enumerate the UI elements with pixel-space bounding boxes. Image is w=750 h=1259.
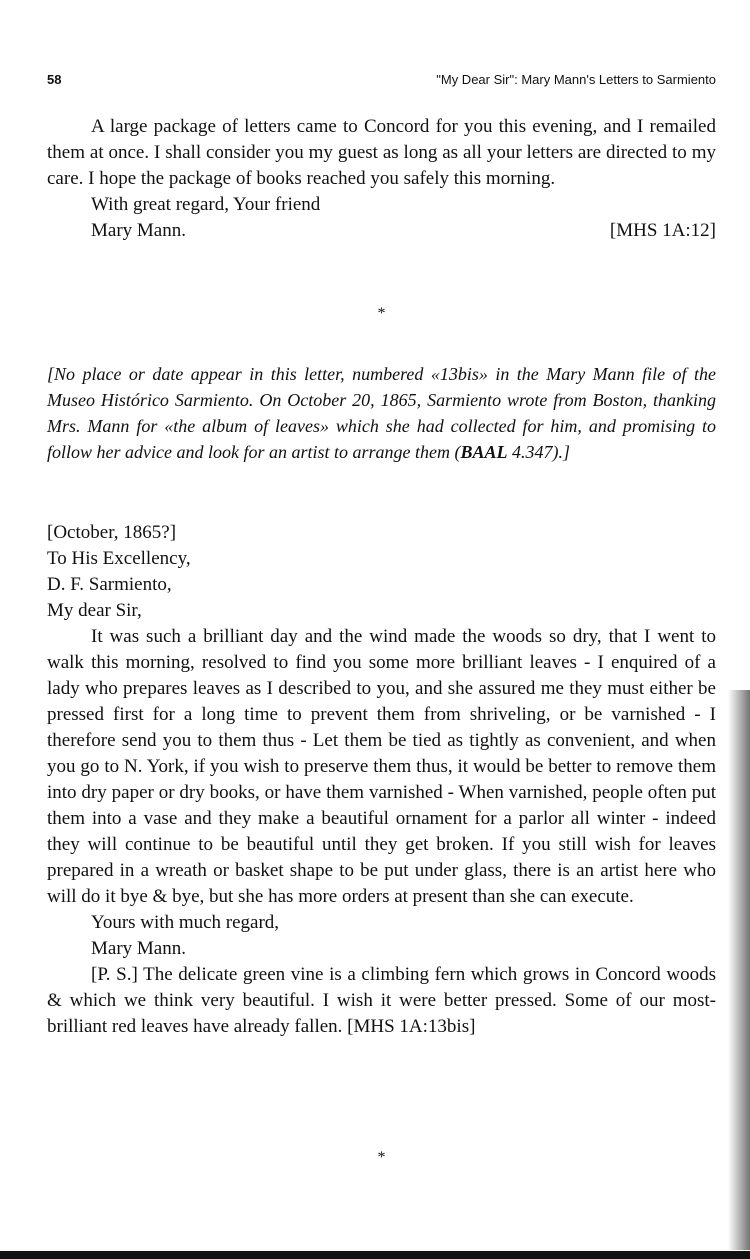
editor-note-source: BAAL — [460, 442, 508, 462]
separator-star-2: * — [377, 1149, 386, 1166]
letter-2-signature: Mary Mann. — [91, 938, 186, 959]
letter-1-body: A large package of letters came to Concord for you this evening, and I remailed them at once. I shall consider you my guest as long as all your letters are directed to my care. I hope the package of books reached you safely this morning. — [47, 116, 716, 189]
page-number: 58 — [47, 72, 62, 87]
letter-2-address-line: To His Excellency, — [47, 548, 191, 569]
letter-2 — [47, 520, 716, 1040]
letter-1-signature-row — [47, 218, 716, 244]
scan-bottom-border — [0, 1251, 750, 1259]
letter-1-signature: Mary Mann. — [91, 220, 186, 241]
letter-1-citation: [MHS 1A:12] — [609, 220, 716, 241]
letter-2-postscript: [P. S.] The delicate green vine is a climbing fern which grows in Concord woods & which we think very beautiful. I wish it were better pressed. Some of our most-brilliant red leaves have already fallen. [MHS 1A:13bis] — [47, 964, 716, 1037]
letter-2-body: It was such a brilliant day and the wind made the woods so dry, that I went to walk this morning, resolved to find you some more brilliant leaves - I enquired of a lady who prepares leaves as I described to you, and she assured me they must either be pressed first for a long time to prevent them from shriveling, or be varnished - I therefore send you to them thus - Let them be tied as tightly as convenient, and when you go to N. York, if you wish to preserve them thus, it would be better to remove them into dry paper or dry books, or have them varnished - When varnished, people often put them into a vase and they make a beautiful ornament for a parlor all winter - indeed they will continue to be beautiful until they get broken. If you still wish for leaves prepared in a wreath or basket shape to be put under glass, there is an artist here who will do it bye & bye, but she has more orders at present than she can execute. — [47, 626, 716, 907]
separator-star-1: * — [377, 305, 386, 322]
running-title: "My Dear Sir": Mary Mann's Letters to Sarmiento — [436, 72, 716, 87]
letter-1 — [47, 114, 716, 244]
letter-2-salutation: My dear Sir, — [47, 600, 142, 621]
editor-note-text: [No place or date appear in this letter, numbered «13bis» in the Mary Mann file of the Museo Histórico Sarmiento. On October 20, 1865, Sarmiento wrote from Boston, thanking Mrs. Mann for «the album of leaves» which she had collected for him, and promising to follow her advice and look for an artist to arrange them ( — [47, 364, 716, 462]
page-header — [47, 72, 716, 94]
page-edge-shadow — [728, 690, 750, 1250]
editor-note — [47, 361, 716, 465]
letter-1-closing: With great regard, Your friend — [91, 194, 321, 215]
editor-note-ref: 4.347).] — [507, 442, 570, 462]
letter-2-closing: Yours with much regard, — [91, 912, 280, 933]
letter-2-date: [October, 1865?] — [47, 522, 177, 543]
letter-2-address-line: D. F. Sarmiento, — [47, 574, 172, 595]
